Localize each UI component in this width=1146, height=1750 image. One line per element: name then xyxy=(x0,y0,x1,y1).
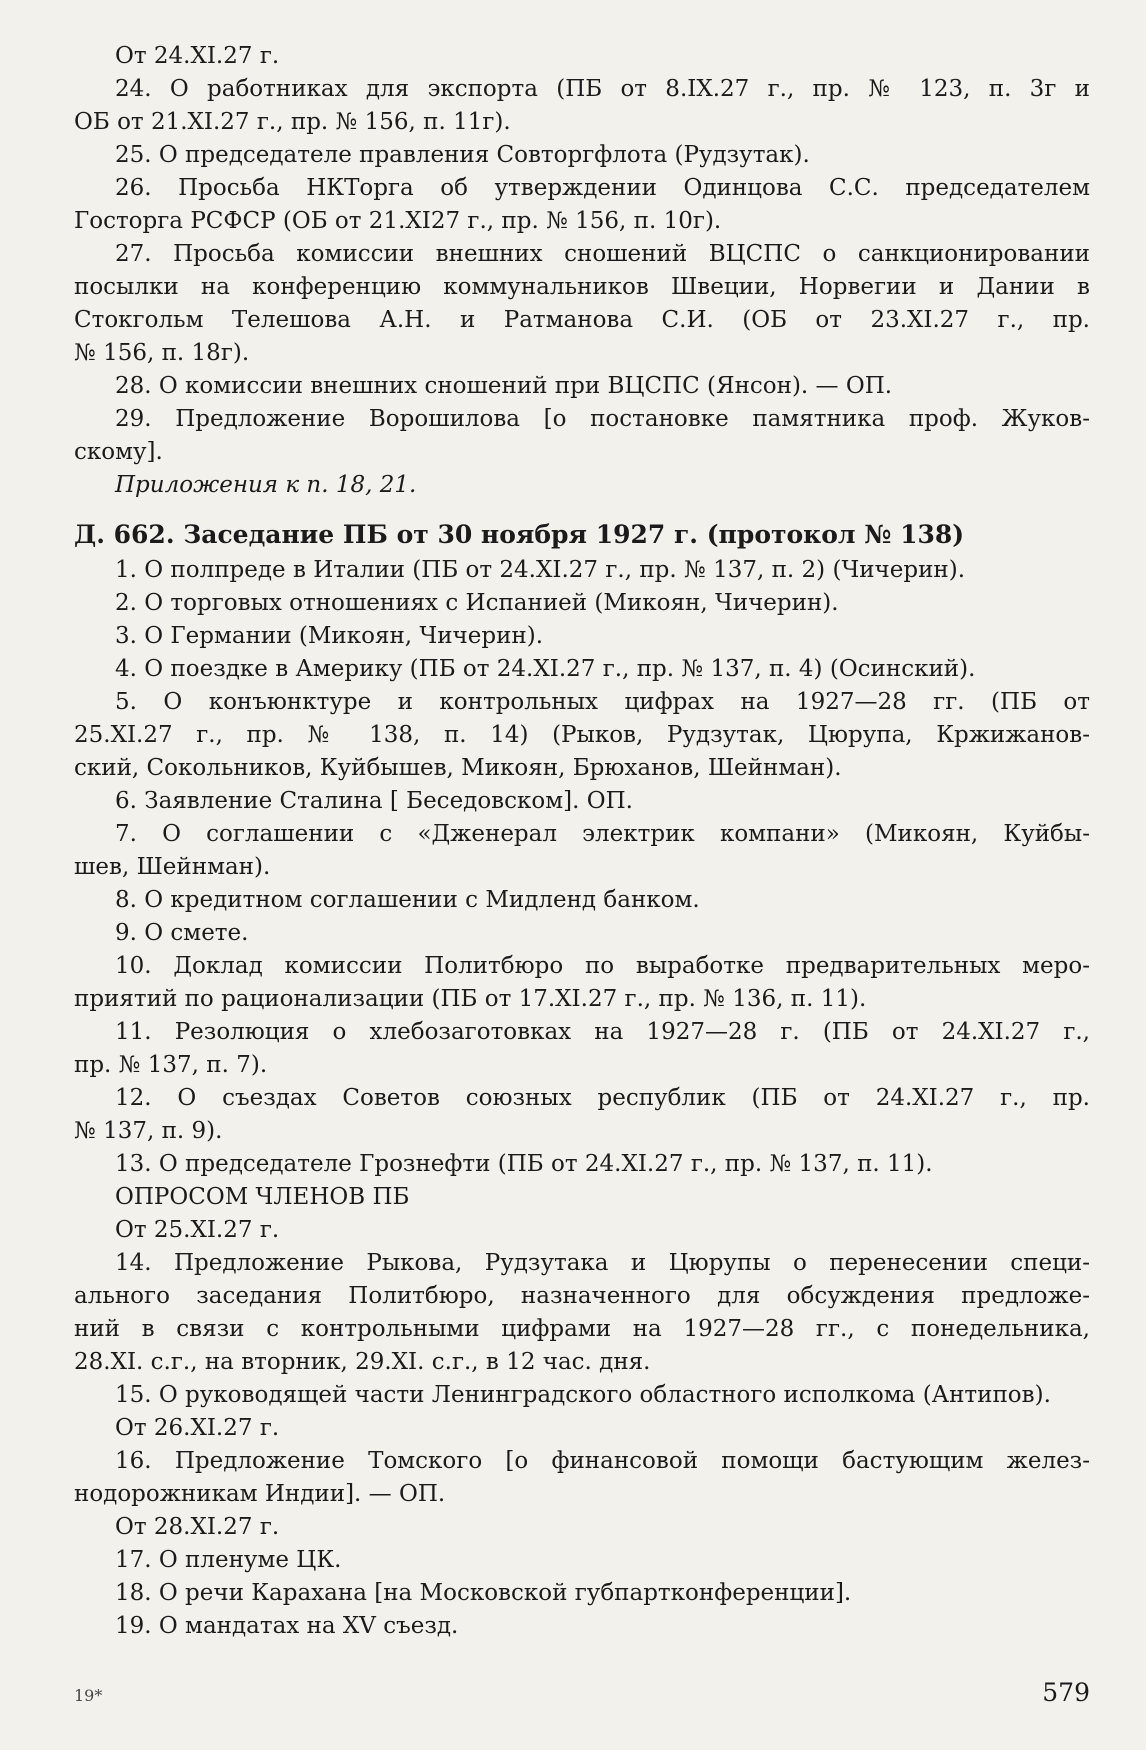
date-line: От 25.XI.27 г. xyxy=(115,1217,280,1243)
list-item: 18. О речи Караханa [на Московской губпартконференции]. xyxy=(115,1580,852,1606)
list-item: ального заседания Политбюро, назначенного для обсуждения предложе- xyxy=(74,1283,1090,1309)
text-line: ОБ от 21.XI.27 г., пр. № 156, п. 11г). xyxy=(74,109,511,135)
list-item: 19. О мандатах на XV съезд. xyxy=(115,1613,459,1639)
list-item: 17. О пленуме ЦК. xyxy=(115,1547,342,1573)
list-item: 14. Предложение Рыкова, Рудзутака и Цюрупы о перенесении специ- xyxy=(115,1250,1090,1276)
text-line: скому]. xyxy=(74,439,163,465)
list-item: 11. Резолюция о хлебозаготовках на 1927—28 г. (ПБ от 24.XI.27 г., xyxy=(115,1019,1090,1045)
text-line: № 156, п. 18г). xyxy=(74,340,250,366)
subsection-heading: ОПРОСОМ ЧЛЕНОВ ПБ xyxy=(115,1184,410,1210)
list-item: приятий по рационализации (ПБ от 17.XI.27 г., пр. № 136, п. 11). xyxy=(74,986,867,1012)
text-line: Стокгольм Телешова А.Н. и Ратманова С.И. (ОБ от 23.XI.27 г., пр. xyxy=(74,307,1090,333)
text-line: 28. О комиссии внешних сношений при ВЦСПС (Янсон). — ОП. xyxy=(115,373,893,399)
list-item: 13. О председателе Грознефти (ПБ от 24.XI.27 г., пр. № 137, п. 11). xyxy=(115,1151,933,1177)
section-heading: Д. 662. Заседание ПБ от 30 ноября 1927 г. (протокол № 138) xyxy=(74,520,965,549)
list-item: 5. О конъюнктуре и контрольных цифрах на 1927—28 гг. (ПБ от xyxy=(115,689,1090,715)
page-footer xyxy=(74,1678,1090,1718)
date-line: От 26.XI.27 г. xyxy=(115,1415,280,1441)
list-item: 12. О съездах Советов союзных республик (ПБ от 24.XI.27 г., пр. xyxy=(115,1085,1090,1111)
date-line: От 28.XI.27 г. xyxy=(115,1514,280,1540)
text-line: От 24.XI.27 г. xyxy=(115,43,280,69)
list-item: ний в связи с контрольными цифрами на 1927—28 гг., с понедельника, xyxy=(74,1316,1090,1342)
text-line: 29. Предложение Ворошилова [о постановке памятника проф. Жуков- xyxy=(115,406,1090,432)
list-item: 28.XI. с.г., на вторник, 29.XI. с.г., в 12 час. дня. xyxy=(74,1349,651,1375)
list-item: 6. Заявление Сталина [ Беседовском]. ОП. xyxy=(115,788,633,814)
list-item: № 137, п. 9). xyxy=(74,1118,223,1144)
list-item: 25.XI.27 г., пр. № 138, п. 14) (Рыков, Рудзутак, Цюрупа, Кржижанов- xyxy=(74,722,1090,748)
text-line: 27. Просьба комиссии внешних сношений ВЦСПС о санкционировании xyxy=(115,241,1090,267)
text-line: 24. О работниках для экспорта (ПБ от 8.IX.27 г., пр. № 123, п. 3г и xyxy=(115,76,1090,102)
list-item: шев, Шейнман). xyxy=(74,854,271,880)
list-item: ский, Сокольников, Куйбышев, Микоян, Брюханов, Шейнман). xyxy=(74,755,842,781)
text-line: 26. Просьба НКТорга об утверждении Одинцова С.С. председателем xyxy=(115,175,1090,201)
list-item: 1. О полпреде в Италии (ПБ от 24.XI.27 г., пр. № 137, п. 2) (Чичерин). xyxy=(115,557,966,583)
list-item: 4. О поездке в Америку (ПБ от 24.XI.27 г., пр. № 137, п. 4) (Осинский). xyxy=(115,656,976,682)
appendix-note: Приложения к п. 18, 21. xyxy=(115,472,417,498)
document-page xyxy=(74,40,1090,1730)
text-line: 25. О председателе правления Совторгфлота (Рудзутак). xyxy=(115,142,810,168)
list-item: 7. О соглашении с «Дженерал электрик компани» (Микоян, Куйбы- xyxy=(115,821,1090,847)
list-item: 8. О кредитном соглашении с Мидленд банком. xyxy=(115,887,700,913)
text-line: посылки на конференцию коммунальников Швеции, Норвегии и Дании в xyxy=(74,274,1090,300)
list-item: 16. Предложение Томского [о финансовой помощи бастующим желез- xyxy=(115,1448,1090,1474)
list-item: 10. Доклад комиссии Политбюро по выработке предварительных меро- xyxy=(115,953,1090,979)
text-line: Госторга РСФСР (ОБ от 21.XI27 г., пр. № 156, п. 10г). xyxy=(74,208,722,234)
list-item: нодорожникам Индии]. — ОП. xyxy=(74,1481,446,1507)
list-item: 2. О торговых отношениях с Испанией (Микоян, Чичерин). xyxy=(115,590,839,616)
list-item: 15. О руководящей части Ленинградского областного исполкома (Антипов). xyxy=(115,1382,1051,1408)
list-item: 3. О Германии (Микоян, Чичерин). xyxy=(115,623,544,649)
list-item: пр. № 137, п. 7). xyxy=(74,1052,268,1078)
page-number: 579 xyxy=(1042,1678,1090,1707)
list-item: 9. О смете. xyxy=(115,920,249,946)
signature-mark: 19* xyxy=(74,1686,103,1705)
